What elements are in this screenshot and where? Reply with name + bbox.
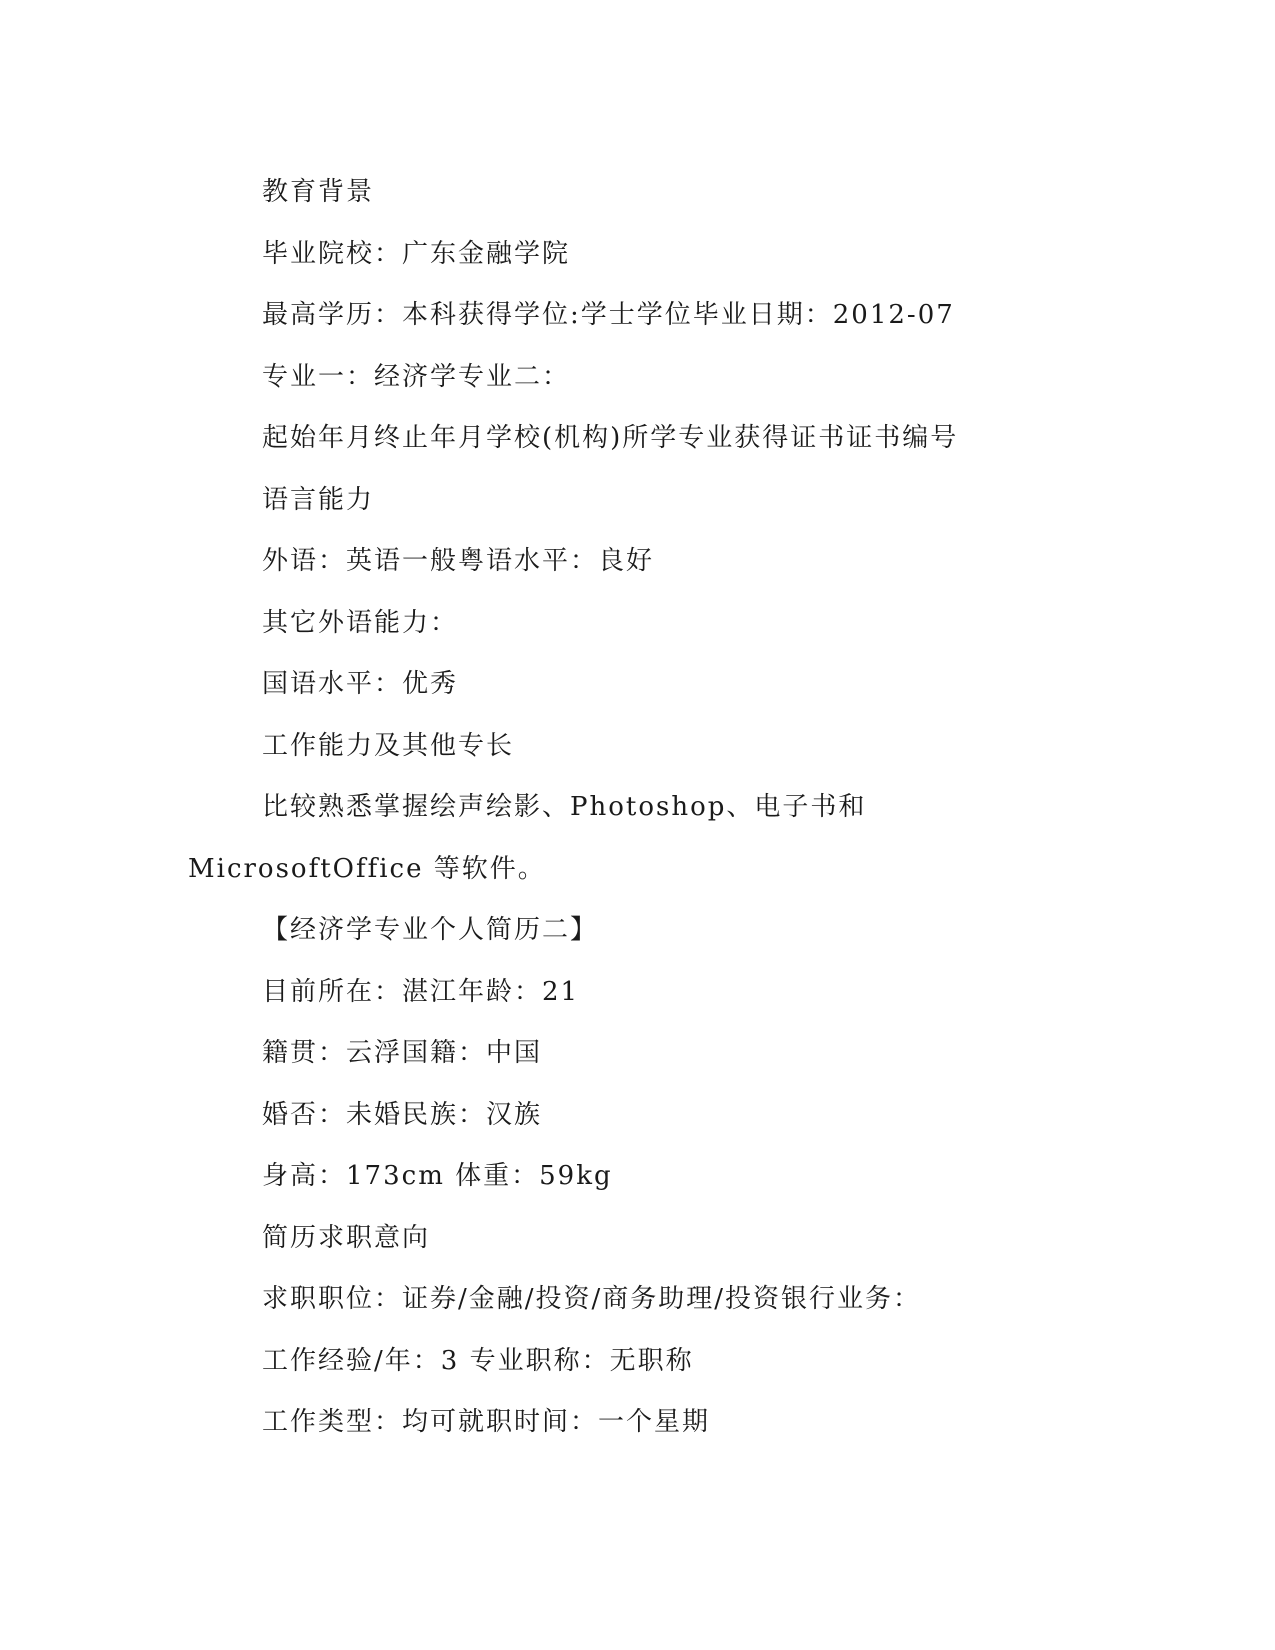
marital-ethnicity-line: 婚否：未婚民族：汉族 xyxy=(262,1099,543,1130)
heading-skills: 工作能力及其他专长 xyxy=(262,730,515,761)
heading-language: 语言能力 xyxy=(262,484,375,515)
graduate-school-line: 毕业院校：广东金融学院 xyxy=(262,238,571,269)
location-age-line: 目前所在：湛江年龄：21 xyxy=(262,976,580,1007)
hometown-nationality-line: 籍贯：云浮国籍：中国 xyxy=(262,1038,543,1068)
education-table-header-line: 起始年月终止年月学校(机构)所学专业获得证书证书编号 xyxy=(262,423,959,453)
height-weight-line: 身高：173cm 体重：59kg xyxy=(262,1161,613,1191)
job-type-start-line: 工作类型：均可就职时间：一个星期 xyxy=(262,1407,711,1437)
other-language-line: 其它外语能力： xyxy=(262,607,459,638)
foreign-language-line: 外语：英语一般粤语水平：良好 xyxy=(262,546,655,576)
major-line: 专业一：经济学专业二： xyxy=(262,361,571,392)
mandarin-level-line: 国语水平：优秀 xyxy=(262,669,459,699)
document-body xyxy=(188,162,1088,1454)
desired-position-line: 求职职位：证券/金融/投资/商务助理/投资银行业务： xyxy=(262,1284,922,1314)
experience-title-line: 工作经验/年：3 专业职称：无职称 xyxy=(262,1345,694,1376)
software-skills-paragraph: 比较熟悉掌握绘声绘影、Photoshop、电子书和 MicrosoftOffice 等软件。 xyxy=(188,792,867,884)
heading-job-intention: 简历求职意向 xyxy=(262,1222,431,1253)
heading-education: 教育背景 xyxy=(262,177,375,207)
highest-degree-line: 最高学历：本科获得学位:学士学位毕业日期：2012-07 xyxy=(262,300,955,330)
heading-resume-two: 【经济学专业个人简历二】 xyxy=(262,915,599,945)
